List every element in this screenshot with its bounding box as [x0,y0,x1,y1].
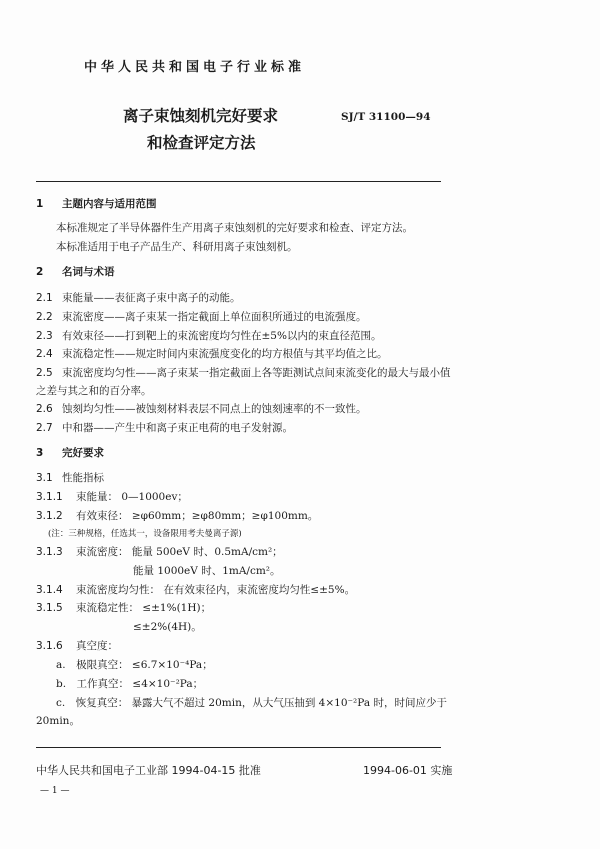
header-rule [36,181,441,182]
clause [36,639,118,653]
issuing-org: 中华人民共和国电子行业标准 [84,60,306,75]
clause [36,509,318,523]
clause-text: 真空度： [76,640,118,652]
clause-text: 束能量——表征离子束中离子的动能。 [62,292,241,304]
clause-number: 2.4 [36,348,53,360]
clause-cont: ≤±2%(4H)。 [133,621,202,633]
clause [36,471,104,485]
clause-number: 2.1 [36,292,53,304]
clause-text: 束流密度： 能量 500eV 时、0.5mA/cm²； [76,546,283,558]
effective-date: 1994-06-01 实施 [363,764,453,777]
paragraph: 本标准规定了半导体器件生产用离子束蚀刻机的完好要求和检查、评定方法。 [56,222,413,234]
clause [36,545,283,559]
section-2-heading [36,265,115,279]
clause-text: 名词与术语 [62,266,115,278]
clause-text: 蚀刻均匀性——被蚀刻材料表层不同点上的蚀刻速率的不一致性。 [62,403,367,415]
clause-text: 束能量： 0—1000ev； [76,491,188,503]
clause-text: 束流密度均匀性——离子束某一指定截面上各等距测试点间束流变化的最大与最小值 [62,367,451,379]
term-item-cont: 之差与其之和的百分率。 [36,385,152,397]
term-item [36,329,381,343]
clause-number: 3.1.6 [36,640,63,652]
clause-text: 束流密度——离子束某一指定截面上单位面积所通过的电流强度。 [62,311,367,323]
clause-number: 2.2 [36,311,53,323]
term-item [36,421,293,435]
term-item [36,366,451,380]
sub-item: a. 极限真空： ≤6.7×10⁻⁴Pa； [56,659,213,671]
clause-text: 束流稳定性——规定时间内束流强度变化的均方根值与其平均值之比。 [62,348,388,360]
clause-number: 3.1.1 [36,491,63,503]
clause-text: 中和器——产生中和离子束正电荷的电子发射源。 [62,422,293,434]
clause [36,583,355,597]
clause-number: 3.1 [36,472,53,484]
clause-text: 有效束径——打到靶上的束流密度均匀性在±5%以内的束直径范围。 [62,330,382,342]
approval-line: 中华人民共和国电子工业部 1994-04-15 批准 [36,764,261,777]
clause-number: 1 [36,198,44,210]
clause-number: 2.3 [36,330,53,342]
clause-cont: 能量 1000eV 时、1mA/cm²。 [133,565,281,577]
clause-number: 3.1.5 [36,602,63,614]
clause-text: 束流密度均匀性： 在有效束径内，束流密度均匀性≤±5%。 [76,584,356,596]
clause-text: 性能指标 [62,472,104,484]
standard-code: SJ/T 31100—94 [341,111,431,123]
term-item [36,347,388,361]
clause-number: 3 [36,447,44,459]
clause [36,490,188,504]
section-1-heading [36,197,157,211]
title-line2: 和检查评定方法 [147,134,256,152]
term-item [36,291,241,305]
clause [36,601,211,615]
clause-number: 2.6 [36,403,53,415]
page-number: — 1 — [40,786,70,796]
sub-item-cont: 20min。 [36,715,80,727]
clause-number: 2.7 [36,422,53,434]
clause-text: 束流稳定性： ≤±1%(1H)； [76,602,212,614]
section-3-heading [36,446,104,460]
clause-number: 3.1.4 [36,584,63,596]
term-item [36,310,367,324]
clause-text: 有效束径： ≥φ60mm；≥φ80mm；≥φ100mm。 [76,510,319,522]
sub-item: b. 工作真空： ≤4×10⁻²Pa； [56,678,204,690]
term-item [36,402,367,416]
clause-text: 完好要求 [62,447,104,459]
clause-number: 3.1.2 [36,510,63,522]
clause-number: 2 [36,266,44,278]
clause-text: 主题内容与适用范围 [62,198,157,210]
clause-number: 2.5 [36,367,53,379]
footer-rule [36,747,441,748]
clause-number: 3.1.3 [36,546,63,558]
sub-item: c. 恢复真空： 暴露大气不超过 20min，从大气压抽到 4×10⁻²Pa 时，时间应少于 [56,697,447,709]
note: (注：三种规格，任选其一，设备限用考夫曼离子源) [48,529,242,539]
title-line1: 离子束蚀刻机完好要求 [123,107,279,125]
paragraph: 本标准适用于电子产品生产、科研用离子束蚀刻机。 [56,241,298,253]
